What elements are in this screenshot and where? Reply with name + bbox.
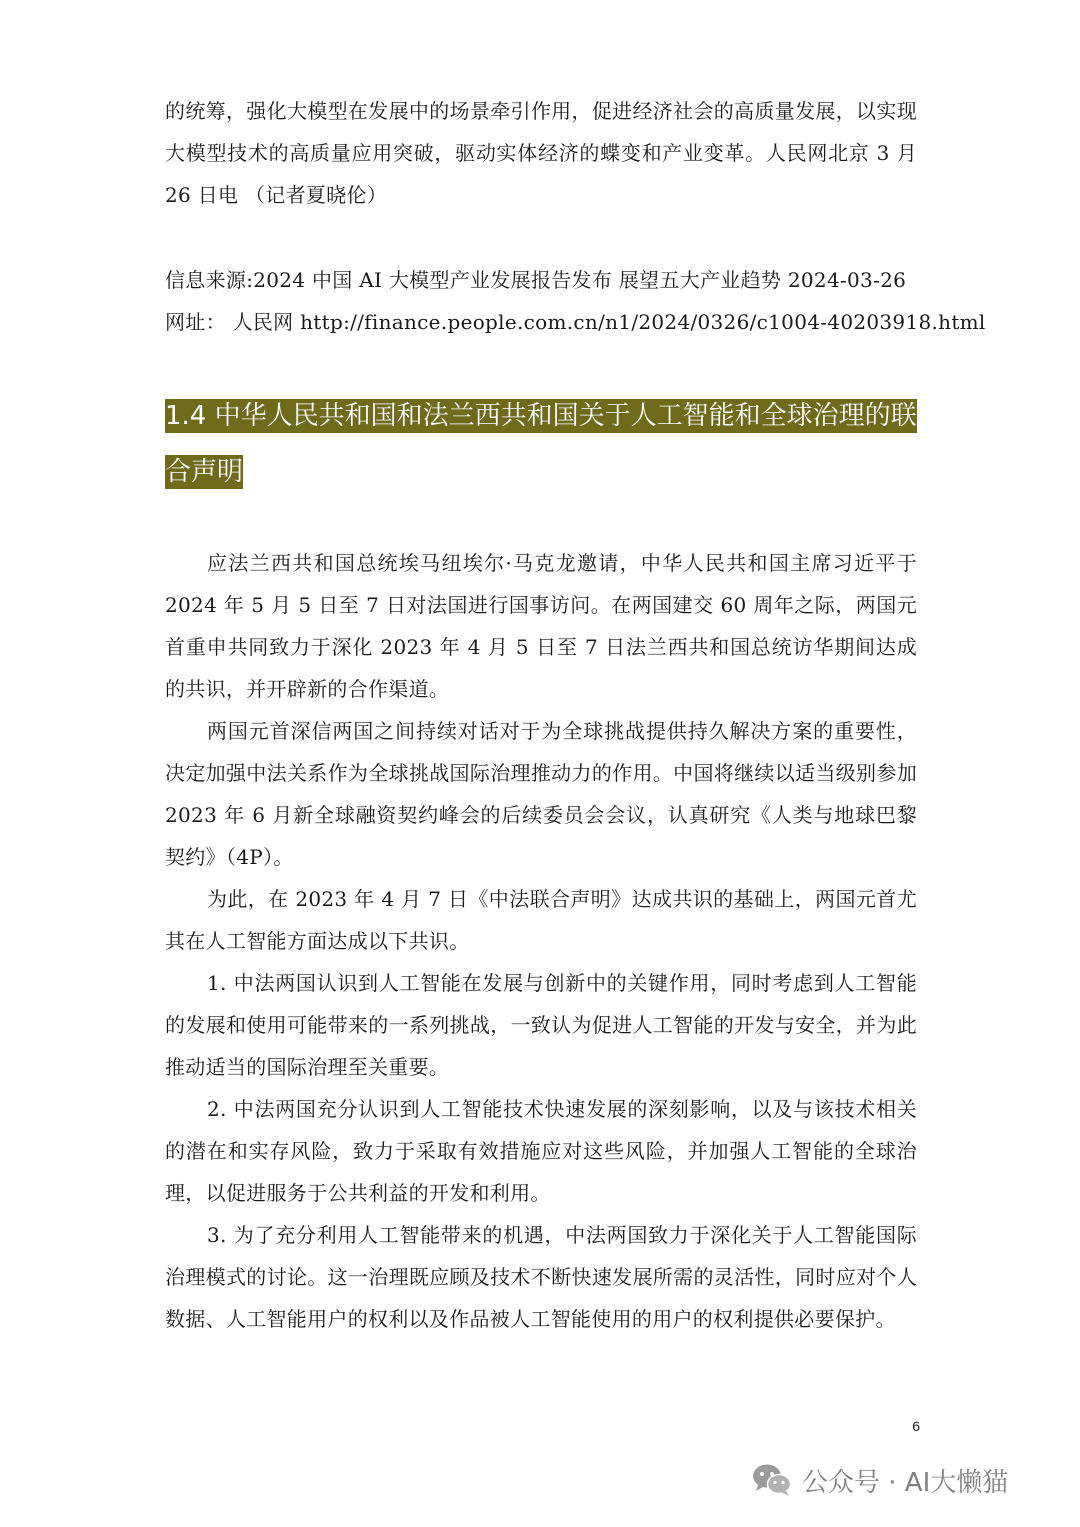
body-paragraph: 1. 中法两国认识到人工智能在发展与创新中的关键作用，同时考虑到人工智能的发展和使用可能带来的一系列挑战，一致认为促进人工智能的开发与安全，并为此推动适当的国际治理至关重要。 xyxy=(165,971,917,1079)
page-number: 6 xyxy=(912,1418,920,1434)
body-paragraph: 2. 中法两国充分认识到人工智能技术快速发展的深刻影响，以及与该技术相关的潜在和实存风险，致力于采取有效措施应对这些风险，并加强人工智能的全球治理，以促进服务于公共利益的开发和利用。 xyxy=(165,1097,917,1205)
source-url-line: 网址： 人民网 http://finance.people.com.cn/n1/2024/0326/c1004-40203918.html xyxy=(165,310,986,334)
body-paragraph: 为此，在 2023 年 4 月 7 日《中法联合声明》达成共识的基础上，两国元首尤其在人工智能方面达成以下共识。 xyxy=(165,887,917,953)
section-heading-text: 1.4 中华人民共和国和法兰西共和国关于人工智能和全球治理的联合声明 xyxy=(165,401,917,487)
section-heading xyxy=(165,388,917,500)
watermark-text: 公众号 · AI大懒猫 xyxy=(802,1467,1009,1498)
body-paragraph: 两国元首深信两国之间持续对话对于为全球挑战提供持久解决方案的重要性，决定加强中法关系作为全球挑战国际治理推动力的作用。中国将继续以适当级别参加 2023 年 6 月新全球融资契约峰会的后续委员会会议，认真研究《人类与地球巴黎契约》（4P）。 xyxy=(165,719,917,869)
source-info xyxy=(165,259,986,343)
continuation-paragraph: 的统筹，强化大模型在发展中的场景牵引作用，促进经济社会的高质量发展，以实现大模型技术的高质量应用突破，驱动实体经济的蝶变和产业变革。人民网北京 3 月 26 日电 （记者夏晓伦） xyxy=(165,99,917,207)
section-body xyxy=(165,542,917,1340)
source-line: 信息来源:2024 中国 AI 大模型产业发展报告发布 展望五大产业趋势 2024-03-26 xyxy=(165,268,907,292)
body-paragraph: 3. 为了充分利用人工智能带来的机遇，中法两国致力于深化关于人工智能国际治理模式的讨论。这一治理既应顾及技术不断快速发展所需的灵活性，同时应对个人数据、人工智能用户的权利以及作品被人工智能使用的用户的权利提供必要保护。 xyxy=(165,1223,917,1331)
body-paragraph: 应法兰西共和国总统埃马纽埃尔·马克龙邀请，中华人民共和国主席习近平于 2024 年 5 月 5 日至 7 日对法国进行国事访问。在两国建交 60 周年之际，两国元首重申共同致力于深化 2023 年 4 月 5 日至 7 日法兰西共和国总统访华期间达成的共识，并开辟新的合作渠道。 xyxy=(165,551,917,701)
watermark xyxy=(752,1458,1008,1502)
wechat-icon xyxy=(752,1463,792,1497)
